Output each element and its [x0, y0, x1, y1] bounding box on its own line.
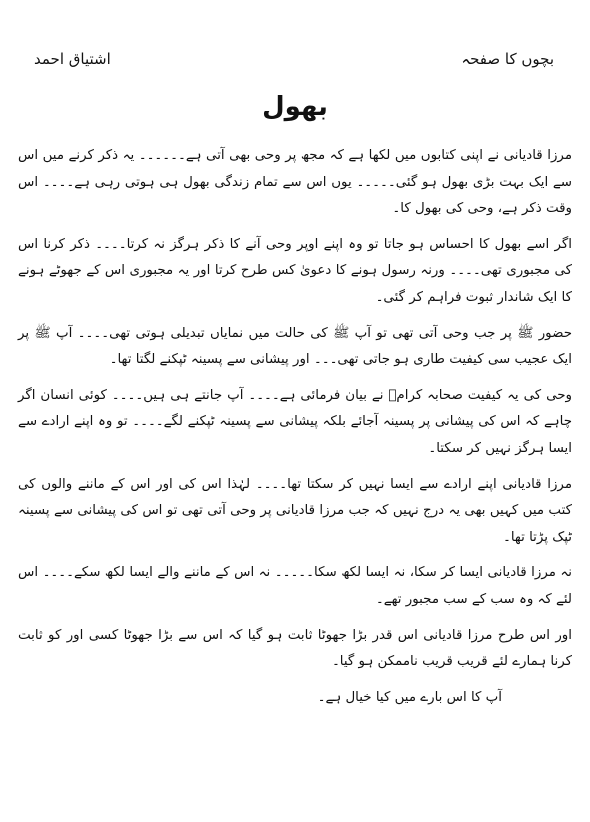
page-header — [0, 50, 590, 80]
section-title: بچوں کا صفحہ — [461, 50, 554, 68]
paragraph-6: نہ مرزا قادیانی ایسا کر سکا، نہ ایسا لکھ سکا۔۔۔۔۔ نہ اس کے ماننے والے ایسا لکھ سکے۔۔۔۔ اس لئے کہ وہ سب کے سب مجبور تھے۔ — [18, 565, 572, 607]
paragraph-3: حضور ﷺ پر جب وحی آتی تھی تو آپ ﷺ کی حالت میں نمایاں تبدیلی ہوتی تھی۔۔۔۔ آپ ﷺ پر ایک عجیب سی کیفیت طاری ہو جاتی تھی۔۔۔ اور پیشانی سے پسینہ ٹپکنے لگتا تھا۔ — [18, 325, 572, 368]
paragraph-7: اور اس طرح مرزا قادیانی اس قدر بڑا جھوٹا ثابت ہو گیا کہ اس سے بڑا جھوٹا کسی اور کو ثابت کرنا ہمارے لئے قریب قریب ناممکن ہو گیا۔ — [18, 627, 572, 670]
author-name: اشتیاق احمد — [34, 50, 111, 68]
paragraph-4: وحی کی یہ کیفیت صحابہ کرامؓ نے بیان فرمائی ہے۔۔۔۔ آپ جانتے ہی ہیں۔۔۔۔ کوئی انسان اگر چاہے کہ اس کی پیشانی پر پسینہ آجائے بلکہ پیشانی سے پسینہ ٹپکنے لگے۔۔۔۔ تو وہ اپنے ارادے سے ایسا ہرگز نہیں کر سکتا۔ — [18, 387, 572, 456]
paragraph-2: اگر اسے بھول کا احساس ہو جاتا تو وہ اپنے اوپر وحی آنے کا ذکر ہرگز نہ کرتا۔۔۔۔ ذکر کرنا اس کی مجبوری تھی۔۔۔۔ ورنہ رسول ہونے کا دعویٰ کس طرح کرتا اور یہ مجبوری اس کے جھوٹے ہونے کا ایک شاندار ثبوت فراہم کر گئی۔ — [18, 236, 572, 305]
paragraph-8: آپ کا اس بارے میں کیا خیال ہے۔ — [317, 689, 502, 705]
paragraph-1: مرزا قادیانی نے اپنی کتابوں میں لکھا ہے کہ مجھ پر وحی بھی آتی ہے۔۔۔۔۔۔ یہ ذکر کرنے میں اس سے ایک بہت بڑی بھول ہو گئی۔۔۔۔۔ یوں اس سے تمام زندگی بھول ہی ہوتی رہی ہے۔۔۔۔ اس وقت ذکر ہے، وحی کی بھول کا۔ — [18, 148, 572, 217]
article-title: بھول — [262, 92, 328, 122]
article-body — [18, 143, 572, 720]
paragraph-5: مرزا قادیانی اپنے ارادے سے ایسا نہیں کر سکتا تھا۔۔۔۔ لہٰذا اس کی اور اس کے ماننے والوں کی کتب میں کہیں بھی یہ درج نہیں کہ جب مرزا قادیانی پر وحی آتی تھی تو اس کی پیشانی سے پسینہ ٹپک پڑتا تھا۔ — [18, 476, 572, 545]
